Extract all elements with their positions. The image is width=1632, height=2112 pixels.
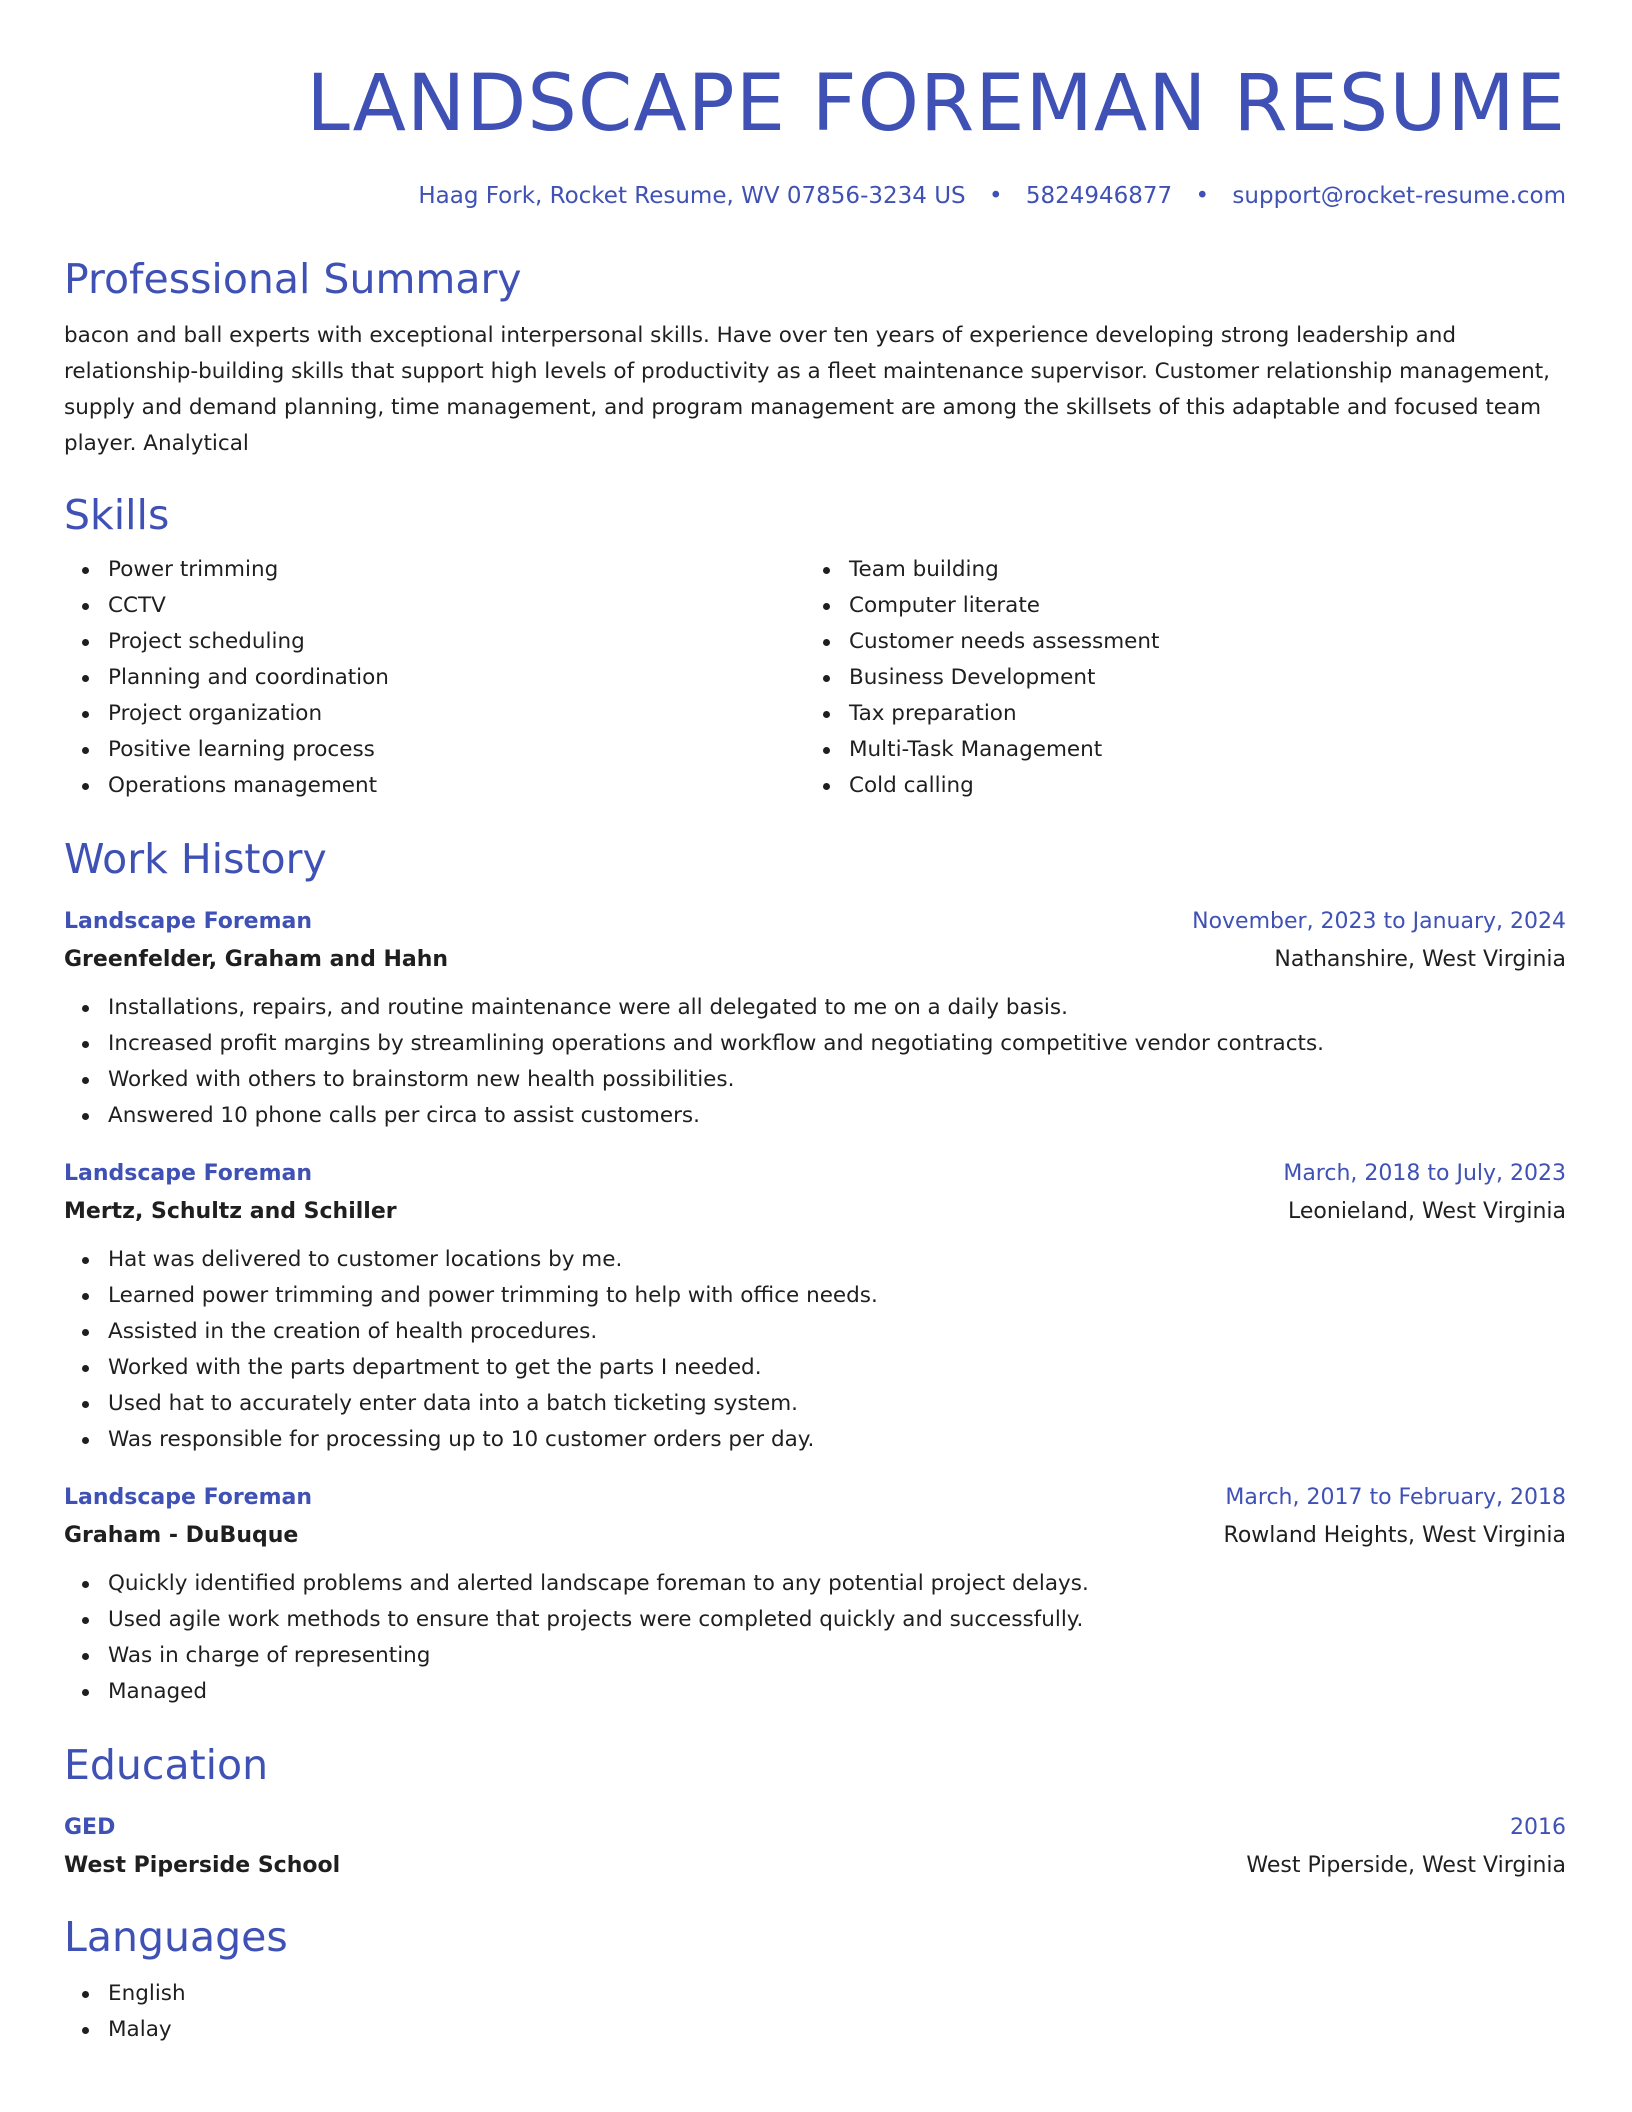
job-location: Leonieland, West Virginia: [1288, 1199, 1566, 1224]
skill-item: Tax preparation: [849, 696, 1546, 732]
job-location: Nathanshire, West Virginia: [1274, 947, 1566, 972]
job-bullet: Was in charge of representing: [108, 1638, 1566, 1674]
contact-phone: 5824946877: [1025, 183, 1173, 209]
skills-heading: Skills: [64, 491, 170, 539]
job-bullet: Assisted in the creation of health procedures.: [108, 1314, 1566, 1350]
summary-text: bacon and ball experts with exceptional interpersonal skills. Have over ten years of experience developing strong leadership and relationship-building skills that support high levels of productivity as a fleet maintenance supervisor. Customer relationship management, supply and demand planning, time management, and program management are among the skillsets of this adaptable and focused team player. Analytical: [64, 323, 1550, 456]
job-entry: [64, 1480, 1566, 1710]
languages-heading: Languages: [64, 1913, 288, 1961]
skill-item: Project organization: [108, 696, 805, 732]
job-dates: November, 2023 to January, 2024: [1192, 909, 1566, 934]
job-bullet: Was responsible for processing up to 10 customer orders per day.: [108, 1422, 1566, 1458]
skill-item: Business Development: [849, 660, 1546, 696]
contact-address: Haag Fork, Rocket Resume, WV 07856-3234 US: [418, 183, 966, 209]
job-bullet: Worked with others to brainstorm new health possibilities.: [108, 1062, 1566, 1098]
job-entry: [64, 904, 1566, 1134]
job-dates: March, 2017 to February, 2018: [1225, 1485, 1566, 1510]
job-bullet: Worked with the parts department to get the parts I needed.: [108, 1350, 1566, 1386]
languages-list: [64, 1976, 1566, 2048]
contact-line: [64, 180, 1566, 212]
job-bullet: Used hat to accurately enter data into a batch ticketing system.: [108, 1386, 1566, 1422]
contact-email: support@rocket-resume.com: [1232, 183, 1566, 209]
job-dates: March, 2018 to July, 2023: [1283, 1161, 1566, 1186]
skill-item: Project scheduling: [108, 624, 805, 660]
skill-item: Cold calling: [849, 768, 1546, 804]
skill-item: Power trimming: [108, 552, 805, 588]
skills-list-left: [64, 552, 805, 804]
language-item: English: [108, 1976, 1566, 2012]
job-company: Mertz, Schultz and Schiller: [64, 1199, 397, 1224]
education-location: West Piperside, West Virginia: [1246, 1853, 1566, 1878]
job-role: Landscape Foreman: [64, 1161, 313, 1186]
skill-item: Operations management: [108, 768, 805, 804]
skills-list-right: [805, 552, 1546, 804]
education-school: West Piperside School: [64, 1853, 341, 1878]
job-location: Rowland Heights, West Virginia: [1223, 1523, 1566, 1548]
skill-item: Multi-Task Management: [849, 732, 1546, 768]
education-year: 2016: [1510, 1815, 1566, 1840]
job-bullets: [64, 990, 1566, 1134]
language-item: Malay: [108, 2012, 1566, 2048]
skill-item: Positive learning process: [108, 732, 805, 768]
bullet-separator: •: [988, 183, 1003, 209]
skill-item: Customer needs assessment: [849, 624, 1546, 660]
job-entry: [64, 1156, 1566, 1458]
education-entry: [64, 1810, 1566, 1886]
skill-item: CCTV: [108, 588, 805, 624]
job-bullet: Managed: [108, 1674, 1566, 1710]
job-bullet: Installations, repairs, and routine maintenance were all delegated to me on a daily basis.: [108, 990, 1566, 1026]
job-company: Greenfelder, Graham and Hahn: [64, 947, 449, 972]
job-bullet: Hat was delivered to customer locations by me.: [108, 1242, 1566, 1278]
job-role: Landscape Foreman: [64, 909, 313, 934]
bullet-separator: •: [1195, 183, 1210, 209]
skill-item: Team building: [849, 552, 1546, 588]
job-bullet: Increased profit margins by streamlining operations and workflow and negotiating competitive vendor contracts.: [108, 1026, 1566, 1062]
skill-item: Computer literate: [849, 588, 1546, 624]
summary-heading: Professional Summary: [64, 255, 522, 303]
job-bullet: Answered 10 phone calls per circa to assist customers.: [108, 1098, 1566, 1134]
skill-item: Planning and coordination: [108, 660, 805, 696]
work-history-heading: Work History: [64, 835, 327, 883]
education-degree: GED: [64, 1815, 116, 1840]
job-company: Graham - DuBuque: [64, 1523, 299, 1548]
job-bullet: Quickly identified problems and alerted landscape foreman to any potential project delays.: [108, 1566, 1566, 1602]
job-role: Landscape Foreman: [64, 1485, 313, 1510]
resume-page: [64, 0, 1566, 2048]
resume-title: LANDSCAPE FOREMAN RESUME: [306, 59, 1566, 149]
job-bullets: [64, 1242, 1566, 1458]
job-bullet: Learned power trimming and power trimming to help with office needs.: [108, 1278, 1566, 1314]
education-heading: Education: [64, 1741, 269, 1789]
job-bullets: [64, 1566, 1566, 1710]
job-bullet: Used agile work methods to ensure that projects were completed quickly and successfully.: [108, 1602, 1566, 1638]
skills-columns: [64, 552, 1566, 804]
